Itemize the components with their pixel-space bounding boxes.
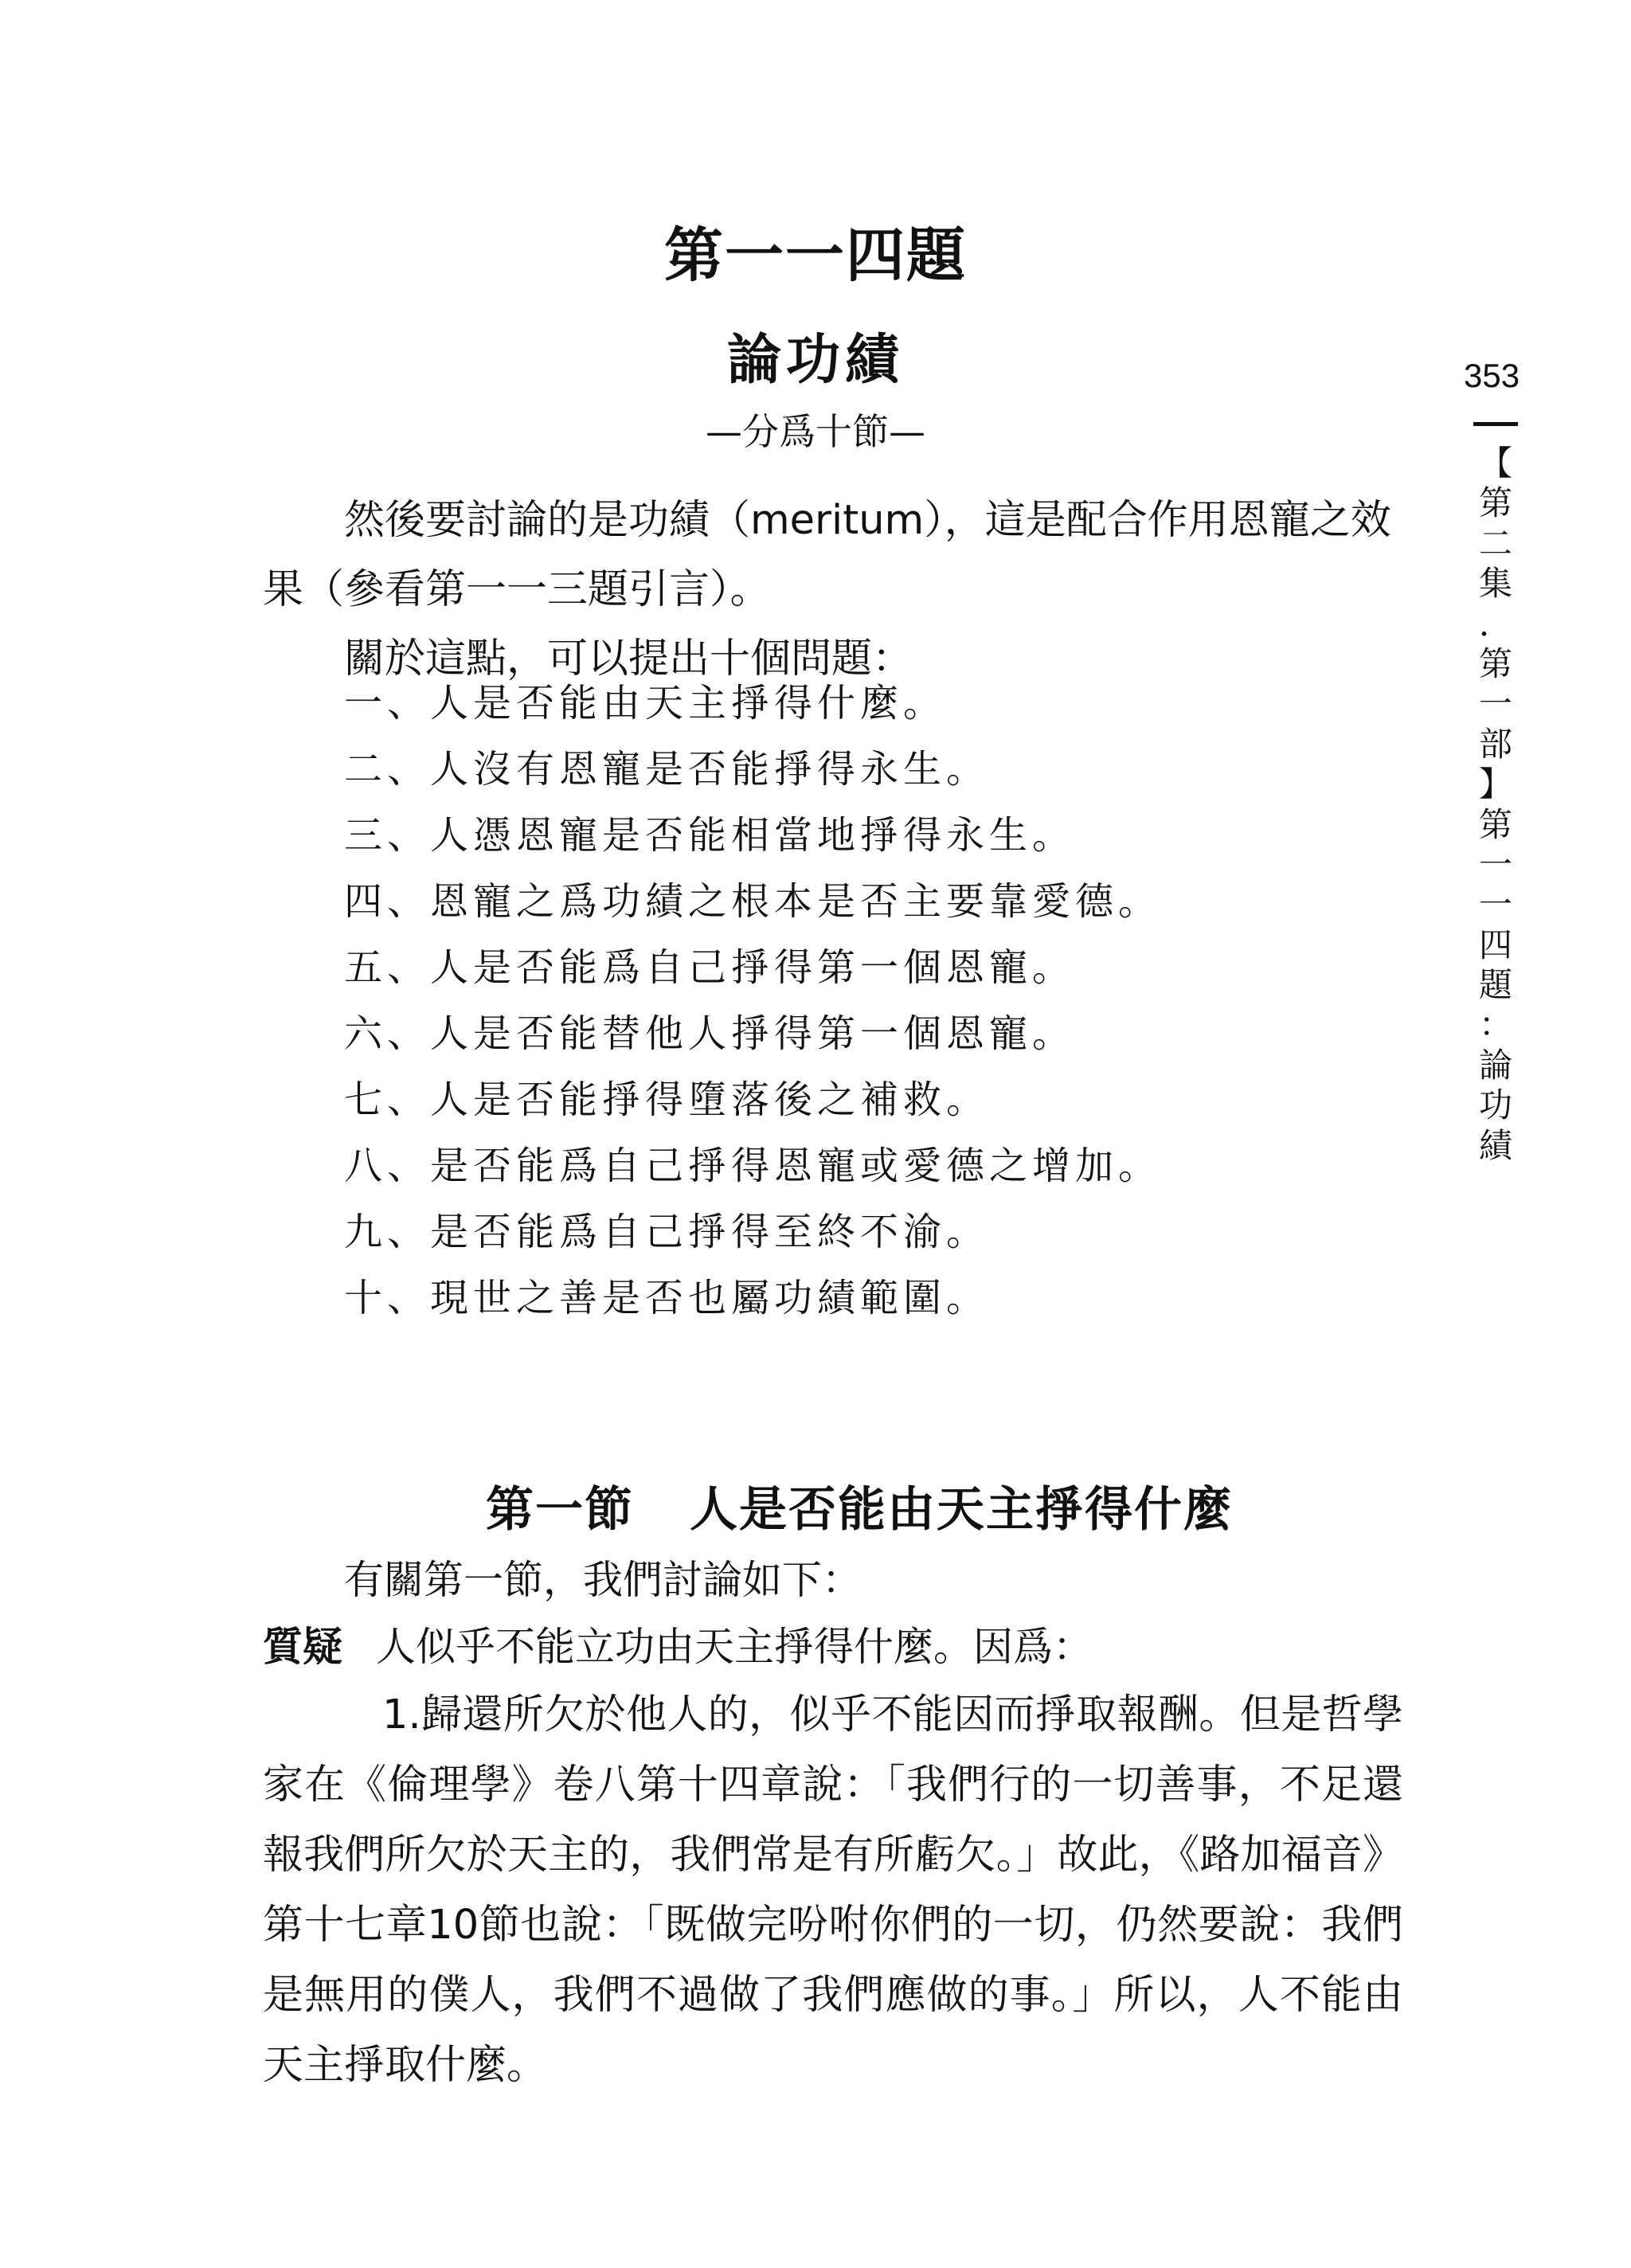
running-head-rule bbox=[1473, 422, 1518, 426]
question-item: 六、人是否能替他人掙得第一個恩寵。 bbox=[344, 1011, 1076, 1056]
running-head-char: 】 bbox=[1478, 764, 1512, 804]
running-head-char: 功 bbox=[1478, 1085, 1512, 1125]
question-list bbox=[344, 671, 1403, 1331]
topic-title: 論功績 bbox=[726, 329, 904, 392]
question-item: 五、人是否能爲自己掙得第一個恩寵。 bbox=[344, 945, 1076, 990]
running-head-char: 第 bbox=[1478, 804, 1512, 844]
running-head-text bbox=[1479, 444, 1512, 1166]
question-item: 四、恩寵之爲功績之根本是否主要靠愛德。 bbox=[344, 879, 1162, 924]
question-item: 九、是否能爲自己掙得至終不渝。 bbox=[344, 1210, 990, 1254]
question-item: 二、人沒有恩寵是否能掙得永生。 bbox=[344, 747, 990, 792]
running-head-char: 績 bbox=[1478, 1125, 1512, 1165]
objection-1-paragraph: 1.歸還所欠於他人的，似乎不能因而掙取報酬。但是哲學家在《倫理學》卷八第十四章說：「我們行的一切善事，不足還報我們所欠於天主的，我們常是有所虧欠。」故此，《路加福音》第十七章10節也說：「既做完吩咐你們的一切，仍然要說：我們是無用的僕人，我們不過做了我們應做的事。」所以，人不能由天主掙取什麼。 bbox=[263, 1691, 1403, 2089]
running-head-char: ． bbox=[1478, 604, 1512, 643]
section-heading: 人是否能由天主掙得什麼 bbox=[690, 1482, 1233, 1538]
objection-text: 人似乎不能立功由天主掙得什麼。因爲： bbox=[376, 1624, 1093, 1670]
running-head-char: 四 bbox=[1478, 925, 1512, 964]
question-item: 三、人憑恩寵是否能相當地掙得永生。 bbox=[344, 813, 1076, 858]
question-item: 一、人是否能由天主掙得什麼。 bbox=[344, 681, 947, 725]
running-head-char: 【 bbox=[1478, 444, 1512, 483]
running-head-char: ： bbox=[1478, 1005, 1512, 1045]
running-head-char: 題 bbox=[1478, 965, 1512, 1005]
running-head-char: 一 bbox=[1478, 885, 1512, 925]
question-item: 十、現世之善是否也屬功績範圍。 bbox=[344, 1276, 990, 1320]
running-head-char: 二 bbox=[1478, 523, 1512, 563]
running-head-char: 一 bbox=[1478, 844, 1512, 884]
page-number: 353 bbox=[1464, 357, 1520, 394]
running-head bbox=[1472, 422, 1520, 1166]
section-intro: 有關第一節，我們討論如下： bbox=[344, 1557, 862, 1603]
running-head-char: 一 bbox=[1478, 684, 1512, 724]
objection-label: 質疑 bbox=[263, 1624, 342, 1670]
running-head-char: 第 bbox=[1478, 643, 1512, 683]
question-item: 七、人是否能掙得墮落後之補救。 bbox=[344, 1077, 990, 1122]
question-title: 第一一四題 bbox=[664, 221, 967, 290]
running-head-char: 第 bbox=[1478, 483, 1512, 523]
objection-line bbox=[263, 1615, 1093, 1672]
running-head-char: 論 bbox=[1478, 1045, 1512, 1085]
section-number: 第一節 bbox=[486, 1482, 634, 1538]
question-item: 八、是否能爲自己掙得恩寵或愛德之增加。 bbox=[344, 1144, 1162, 1188]
intro-section bbox=[263, 486, 1403, 694]
section-title bbox=[486, 1472, 1233, 1540]
intro-paragraph: 然後要討論的是功績（meritum），這是配合作用恩寵之效果（參看第一一三題引言）。 bbox=[263, 497, 1391, 613]
running-head-char: 部 bbox=[1478, 724, 1512, 764]
sections-note: —分爲十節— bbox=[706, 410, 925, 453]
running-head-char: 集 bbox=[1478, 564, 1512, 604]
intro-question-count: 關於這點，可以提出十個問題： bbox=[344, 635, 913, 682]
